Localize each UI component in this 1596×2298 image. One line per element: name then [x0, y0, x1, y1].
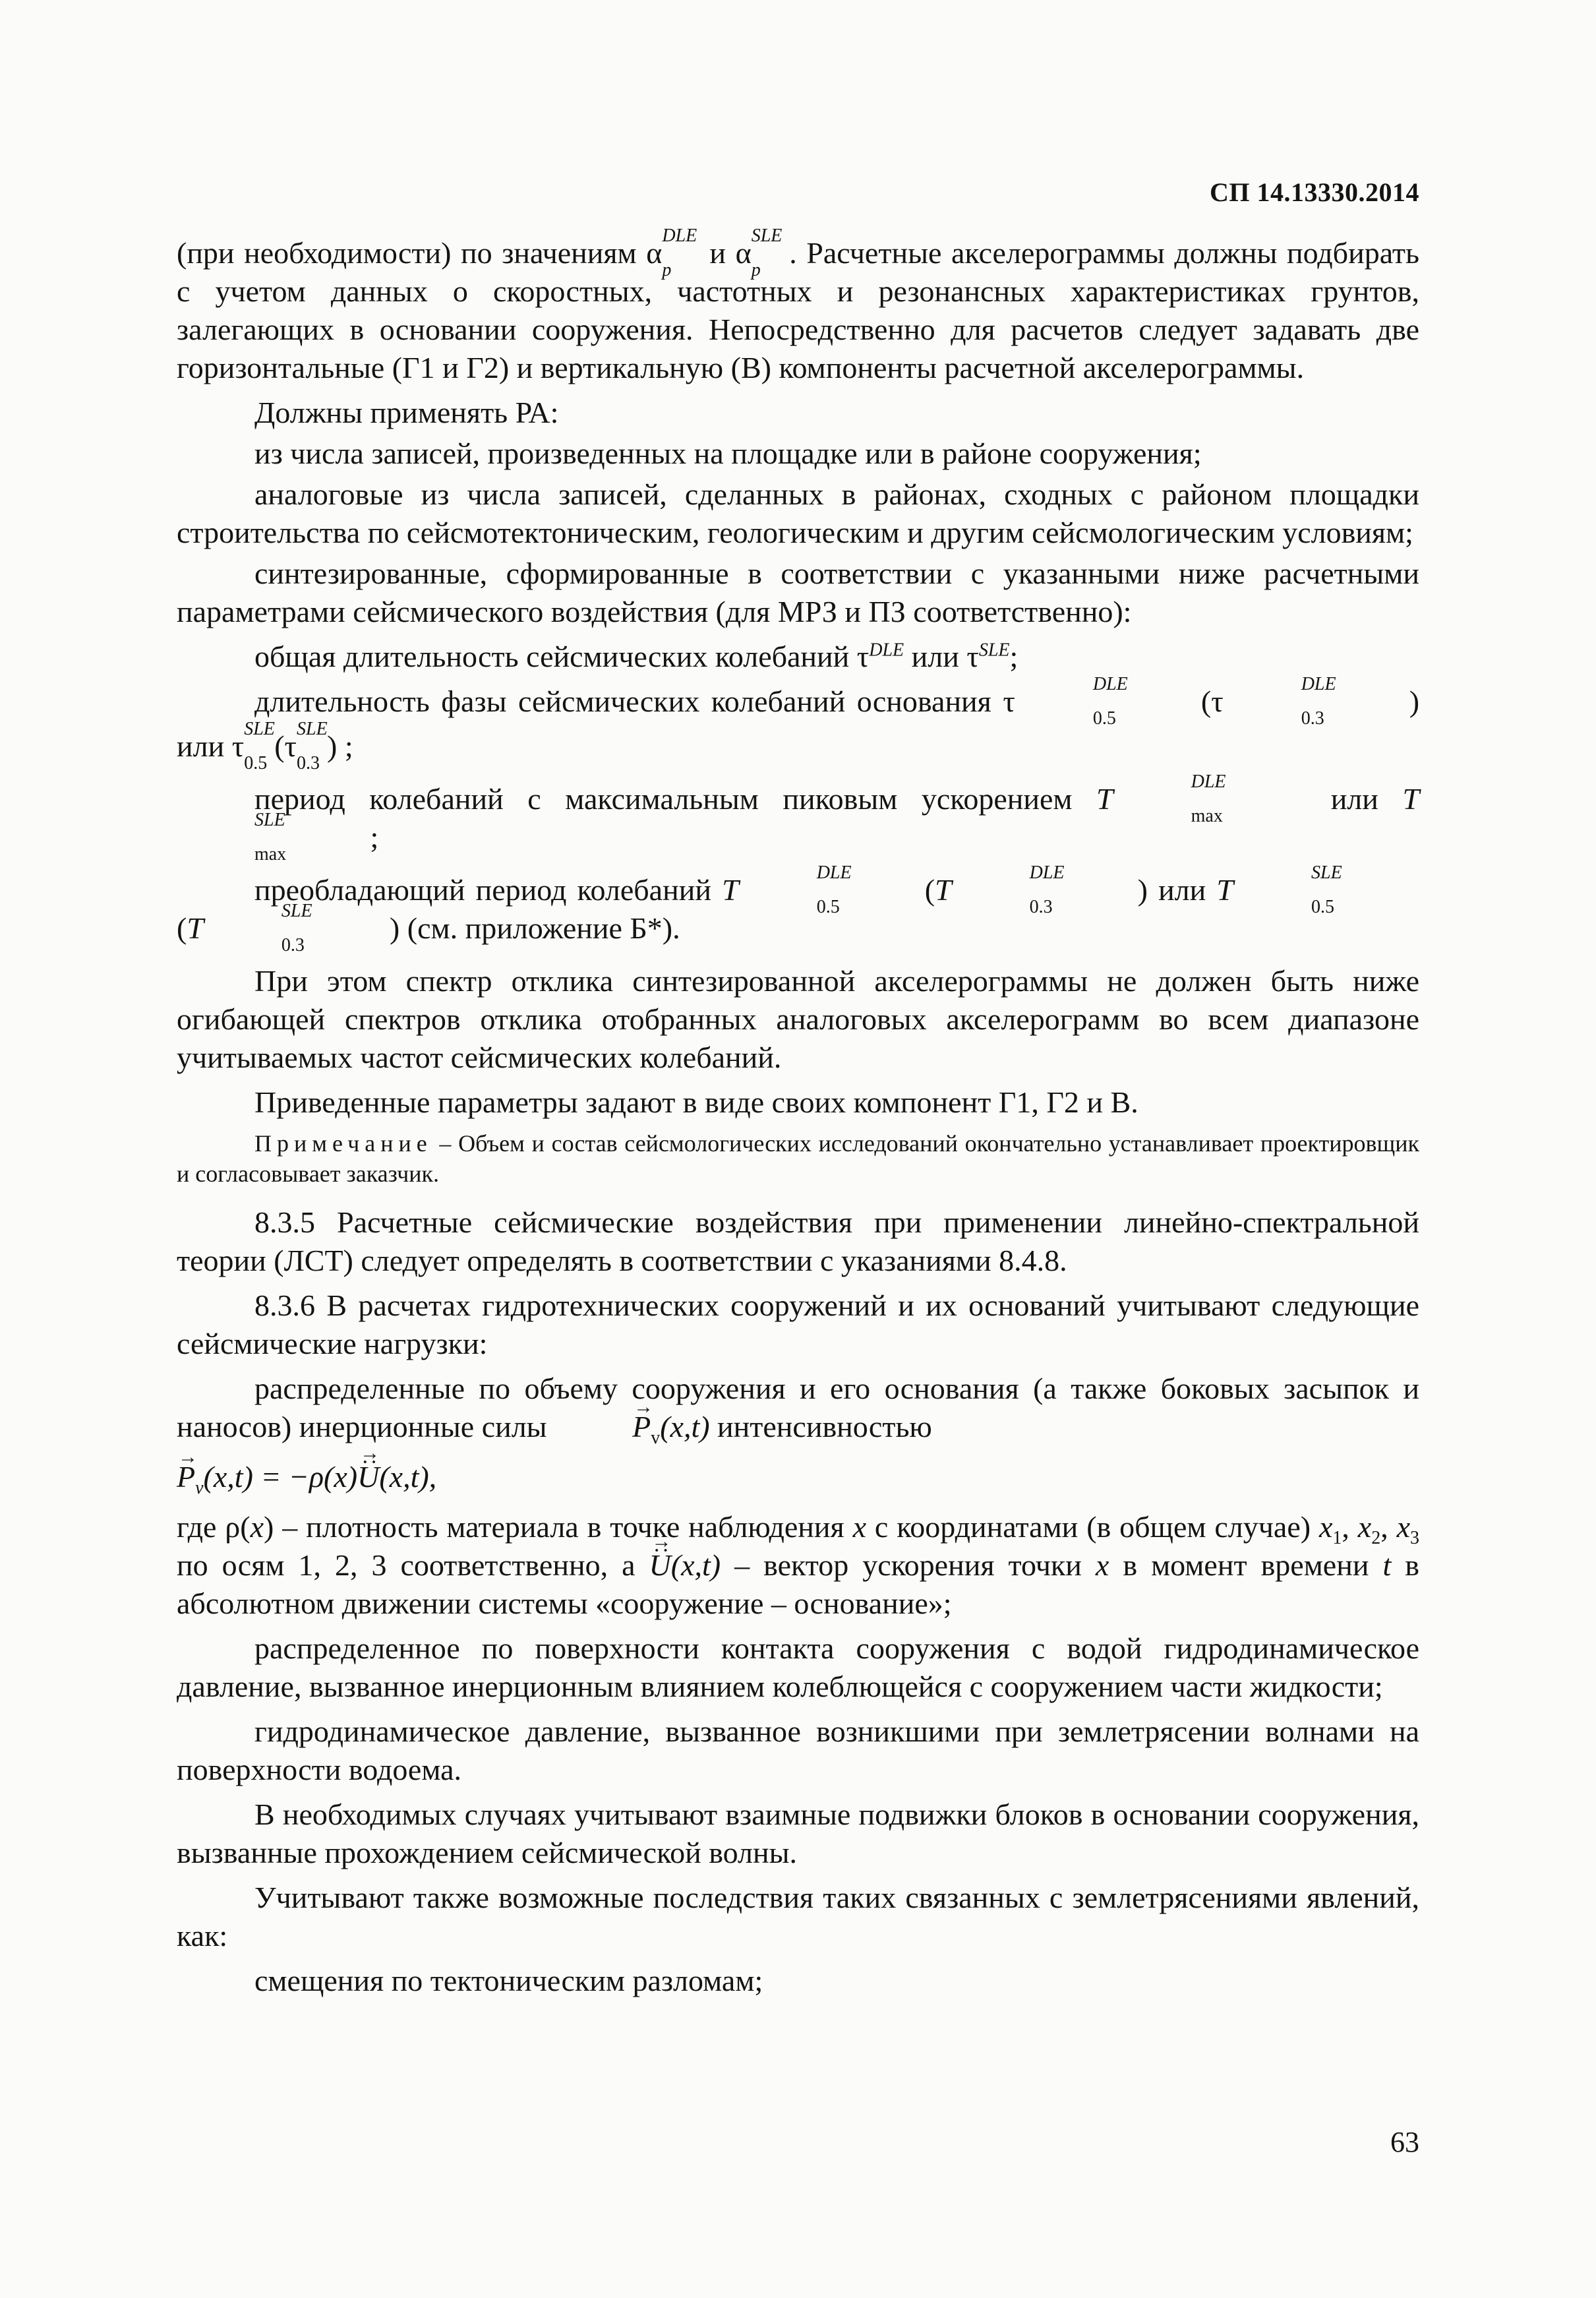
paragraph-components: Приведенные параметры задают в виде своих компонент Г1, Г2 и В. — [254, 1085, 1138, 1119]
paragraph-must-apply: Должны применять РА: — [254, 396, 559, 429]
load-hydrodynamic-waves: гидродинамическое давление, вызванное возникшими при землетрясении волнами на поверхности водоема. — [177, 1714, 1419, 1786]
list-item-records: из числа записей, произведенных на площадке или в районе сооружения; — [254, 437, 1202, 470]
paragraph-response-spectrum: При этом спектр отклика синтезированной акселерограммы не должен быть ниже огибающей спектров отклика отобранных аналоговых акселерограмм во всем диапазоне учитываемых частот сейсмических колебаний. — [177, 964, 1419, 1074]
list-item-analog: аналоговые из числа записей, сделанных в районах, сходных с районом площадки строительства по сейсмотектоническим, геологическим и другим сейсмологическим условиям; — [177, 477, 1419, 549]
document-code-header: СП 14.13330.2014 — [1210, 177, 1419, 207]
page-number: 63 — [1390, 2126, 1419, 2158]
param-dominant-period: преобладающий период колебаний T DLE 0.5 (T DLE 0.3 ) или T SLE 0.5 (T SLE 0.3 ) (см. приложение Б*). — [177, 862, 1342, 955]
formula-inertial-force: → $P_v(x,t) = -\rho(x)\to U \cdot\cdot(x,t)$, — [177, 1458, 1419, 1496]
paragraph-consequences: Учитывают также возможные последствия таких связанных с землетрясениями явлений, как: — [177, 1881, 1419, 1952]
param-phase-duration: длительность фазы сейсмических колебаний основания τ DLE 0.5 (τ DLE 0.3 ) — [254, 674, 1420, 729]
clause-8-3-5: 8.3.5 Расчетные сейсмические воздействия при применении линейно-спектральной теории (ЛСТ) следует определять в соответствии с указаниями 8.4.8. — [177, 1205, 1419, 1277]
param-total-duration: общая длительность сейсмических колебаний $\tau^{DLE}$ или $\tau^{SLE}$; — [254, 640, 1019, 673]
load-hydrodynamic-contact: распределенное по поверхности контакта сооружения с водой гидродинамическое давление, вызванное инерционным влиянием колеблющейся с сооружением части жидкости; — [177, 1631, 1419, 1703]
note-label: Примечание — [254, 1130, 432, 1157]
document-body — [177, 226, 1420, 2007]
list-item-fault-displacements: смещения по тектоническим разломам; — [254, 1964, 763, 1997]
paragraph-block-displacements: В необходимых случаях учитывают взаимные подвижки блоков в основании сооружения, вызванные прохождением сейсмической волны. — [177, 1798, 1419, 1869]
load-inertial-forces: распределенные по объему сооружения и его основания (а также боковых засыпок и наносов) инерционные силы → $P_v(x,t)$ интенсивностью — [177, 1370, 1419, 1446]
paragraph-accelerograms: (при необходимости) по значениям α DLE p и α SLE p . Расчетные акселерограммы должны подбирать с учетом данных о скоростных, частотных и резонансных характеристиках грунтов, залегающих в основании сооружения. Непосредственно для расчетов следует задавать две горизонтальные (Г1 и Г2) и вертикальную (В) компоненты расчетной акселерограммы. — [177, 226, 1419, 384]
list-item-synthesized: синтезированные, сформированные в соответствии с указанными ниже расчетными параметрами сейсмического воздействия (для МРЗ и ПЗ соответственно): — [177, 557, 1419, 628]
note — [177, 1128, 1419, 1189]
paragraph-density-definition: где ρ(x) – плотность материала в точке наблюдения x с координатами (в общем случае) $x_1$, $x_2$, $x_3$ по осям 1, 2, 3 соответственно, а → U ··(x,t) – вектор ускорения точки x в момент времени t в абсолютном движении системы «сооружение – основание»; — [177, 1508, 1419, 1623]
clause-8-3-6: 8.3.6 В расчетах гидротехнических сооружений и их оснований учитывают следующие сейсмические нагрузки: — [177, 1288, 1419, 1360]
note-text: – Объем и состав сейсмологических исследований окончательно устанавливает проектировщик и согласовывает заказчик. — [177, 1130, 1419, 1187]
param-phase-duration-cont: или τ SLE 0.5 (τ SLE 0.3 ) ; — [177, 719, 353, 773]
param-max-peak-period: период колебаний с максимальным пиковым ускорением T DLE max или T SLE max ; — [254, 771, 1420, 864]
